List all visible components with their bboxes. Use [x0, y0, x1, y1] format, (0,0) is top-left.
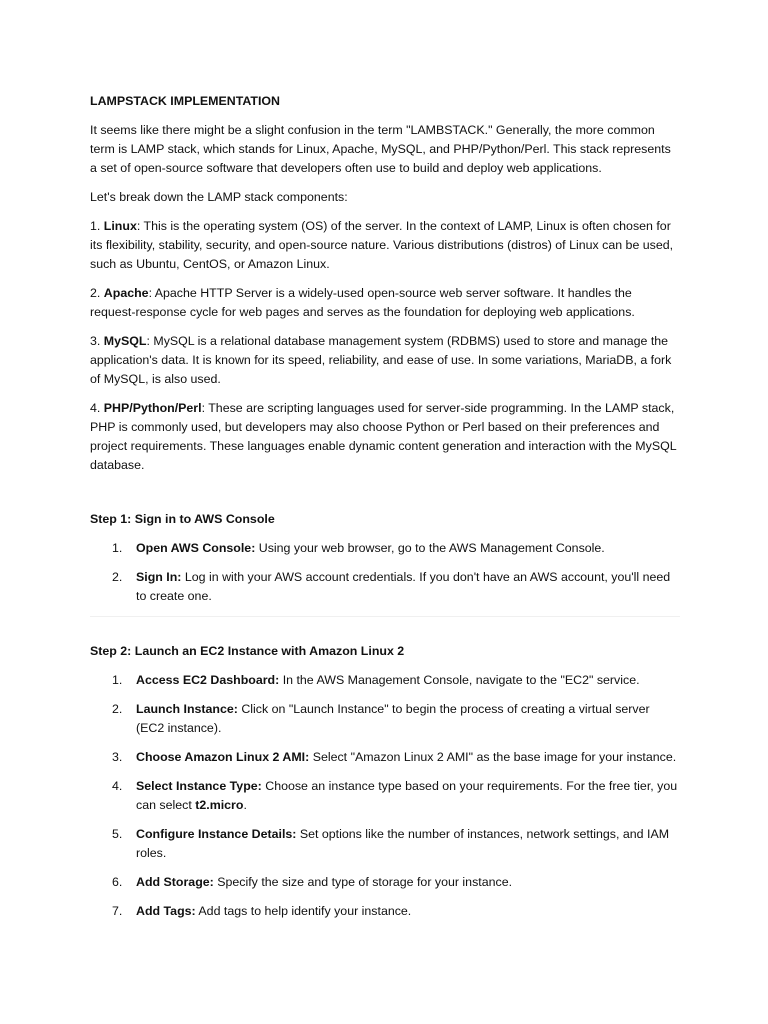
list-item: [90, 902, 680, 921]
intro-paragraph: It seems like there might be a slight confusion in the term "LAMBSTACK." Generally, the more common term is LAMP stack, which stands for Linux, Apache, MySQL, and PHP/Python/Perl. This stack represents a set of open-source software that developers often use to build and deploy web applications.: [90, 123, 671, 175]
list-item-text: Specify the size and type of storage for your instance.: [213, 875, 513, 889]
component-number: 3.: [90, 334, 101, 348]
list-number: 6.: [112, 875, 123, 889]
component-text: : These are scripting languages used for server-side programming. In the LAMP stack, PHP is commonly used, but developers may also choose Python or Perl based on their preferences and project requirements. These languages enable dynamic content generation and interaction with the MySQL database.: [90, 401, 677, 472]
component-number: 2.: [90, 286, 101, 300]
component-php-python-perl: [90, 399, 680, 475]
component-mysql: [90, 332, 680, 389]
list-number: 3.: [112, 750, 123, 764]
section-spacer: [90, 485, 680, 510]
breakdown-intro: Let's break down the LAMP stack components:: [90, 190, 348, 204]
list-item: [90, 539, 680, 558]
component-name: PHP/Python/Perl: [103, 401, 202, 415]
list-number: 2.: [112, 702, 123, 716]
list-item-text: Choose an instance type based on your requirements. For the free tier, you can select: [136, 779, 678, 812]
list-item-text: Set options like the number of instances, network settings, and IAM roles.: [136, 827, 670, 860]
list-item: [90, 873, 680, 892]
list-item: [90, 671, 680, 690]
step2-heading: Step 2: Launch an EC2 Instance with Amazon Linux 2: [90, 644, 405, 658]
list-item-text: In the AWS Management Console, navigate to the "EC2" service.: [279, 673, 640, 687]
list-item-text: Add tags to help identify your instance.: [195, 904, 412, 918]
component-text: : This is the operating system (OS) of the server. In the context of LAMP, Linux is often chosen for its flexibility, stability, security, and open-source nature. Various distributions (distros) of Linux can be used, such as Ubuntu, CentOS, or Amazon Linux.: [90, 219, 674, 271]
list-item-tail: .: [243, 798, 247, 812]
list-item-label: Access EC2 Dashboard:: [136, 673, 280, 687]
component-linux: [90, 217, 680, 274]
list-item-text: Log in with your AWS account credentials. If you don't have an AWS account, you'll need to create one.: [136, 570, 671, 603]
step2-list: [90, 671, 680, 921]
list-item-label: Open AWS Console:: [136, 541, 256, 555]
list-item-label: Add Tags:: [136, 904, 196, 918]
section-divider: [90, 616, 680, 617]
list-item-label: Add Storage:: [136, 875, 214, 889]
step1-list: [90, 539, 680, 606]
component-name: Apache: [103, 286, 149, 300]
list-item-text: Using your web browser, go to the AWS Management Console.: [255, 541, 605, 555]
component-name: Linux: [103, 219, 137, 233]
instance-type-value: t2.micro: [195, 798, 244, 812]
component-text: : MySQL is a relational database management system (RDBMS) used to store and manage the application's data. It is known for its speed, reliability, and ease of use. In some variations, MariaDB, a fork of MySQL, is also used.: [90, 334, 672, 386]
list-item: [90, 700, 680, 738]
step1-heading: Step 1: Sign in to AWS Console: [90, 512, 275, 526]
list-item-text: Select "Amazon Linux 2 AMI" as the base image for your instance.: [309, 750, 677, 764]
list-number: 2.: [112, 570, 123, 584]
document-title: LAMPSTACK IMPLEMENTATION: [90, 94, 280, 108]
component-name: MySQL: [103, 334, 147, 348]
list-item: [90, 777, 680, 815]
list-item-text: Click on "Launch Instance" to begin the process of creating a virtual server (EC2 instance).: [136, 702, 650, 735]
list-item-label: Select Instance Type:: [136, 779, 262, 793]
list-item: [90, 825, 680, 863]
list-number: 7.: [112, 904, 123, 918]
list-item: [90, 568, 680, 606]
list-item-label: Choose Amazon Linux 2 AMI:: [136, 750, 310, 764]
list-number: 5.: [112, 827, 123, 841]
list-item-label: Configure Instance Details:: [136, 827, 297, 841]
list-number: 1.: [112, 541, 123, 555]
list-item-label: Sign In:: [136, 570, 182, 584]
list-number: 1.: [112, 673, 123, 687]
list-item: [90, 748, 680, 767]
list-number: 4.: [112, 779, 123, 793]
component-apache: [90, 284, 680, 322]
list-item-label: Launch Instance:: [136, 702, 238, 716]
component-number: 4.: [90, 401, 101, 415]
component-number: 1.: [90, 219, 101, 233]
component-text: : Apache HTTP Server is a widely-used open-source web server software. It handles the request-response cycle for web pages and serves as the foundation for deploying web applications.: [90, 286, 635, 319]
